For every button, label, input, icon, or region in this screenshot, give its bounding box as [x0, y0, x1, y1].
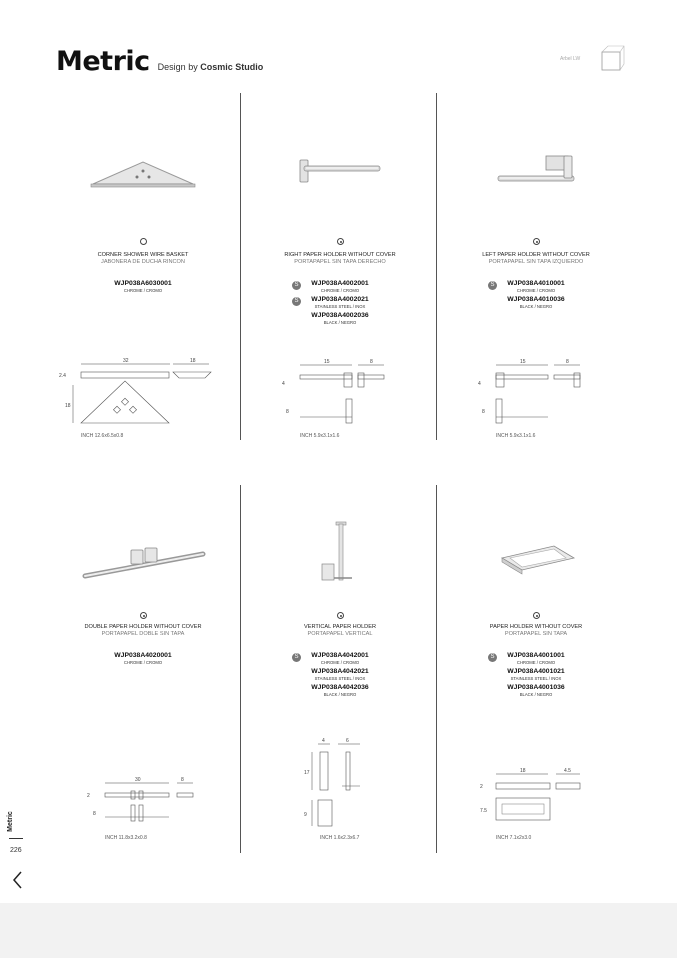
product-finish: STAINLESS STEEL / INOX — [314, 676, 366, 681]
finish-icon — [140, 238, 147, 245]
product-codes — [242, 280, 438, 328]
product-name: RIGHT PAPER HOLDER WITHOUT COVER — [284, 252, 396, 258]
finish-icon — [533, 238, 540, 245]
dim-side-label: 8 — [482, 409, 485, 415]
dim-width-label: 18 — [520, 768, 526, 774]
dimension-inch-note: INCH 5.9x3.1x1.6 — [496, 433, 536, 439]
dim-height-label: 2.4 — [59, 373, 66, 379]
product-code: WJP038A4010036 — [507, 296, 565, 303]
page-number: 226 — [10, 847, 22, 854]
product-code: WJP038A4020001 — [114, 652, 172, 659]
dimension-inch-note: INCH 1.6x2.3x6.7 — [320, 835, 360, 841]
viewer-footer-bar — [0, 903, 677, 958]
studio-name: Cosmic Studio — [200, 62, 264, 72]
product-code: WJP038A4002021 — [311, 296, 369, 303]
chevron-left-icon[interactable] — [10, 870, 26, 890]
dimension-drawing — [45, 355, 241, 445]
product-finish: BLACK / NEGRO — [323, 320, 357, 325]
dimension-drawing — [438, 766, 634, 856]
product-code-row — [438, 652, 634, 668]
product-codes — [45, 280, 241, 296]
product-code-row — [242, 280, 438, 296]
dim-depth-label: 8 — [181, 777, 184, 783]
finish-icon — [140, 612, 147, 619]
stock-badge: S — [488, 653, 497, 662]
dim-height-label: 17 — [304, 770, 310, 776]
brand-name: Metric — [56, 46, 150, 77]
dim-side-label: 7.5 — [480, 808, 487, 814]
product-image — [45, 530, 241, 610]
product-finish: CHROME / CROMO — [320, 660, 360, 665]
product-code-row — [438, 280, 634, 296]
dim-side-label: 8 — [93, 811, 96, 817]
product-code-row — [242, 312, 438, 328]
product-code-row — [242, 652, 438, 668]
product-code: WJP038A4042001 — [311, 652, 369, 659]
dim-depth-label: 6 — [346, 738, 349, 744]
product-finish: CHROME / CROMO — [123, 660, 163, 665]
side-section-text: Metric — [6, 811, 14, 832]
product-code-row — [45, 280, 241, 296]
brand-header — [56, 46, 263, 77]
product-finish: CHROME / CROMO — [320, 288, 360, 293]
dim-height-label: 4 — [282, 381, 285, 387]
product-code: WJP038A4002001 — [311, 280, 369, 287]
dimension-drawing — [242, 738, 438, 838]
product-codes — [438, 280, 634, 312]
product-code: WJP038A4001001 — [507, 652, 565, 659]
dim-depth-label: 8 — [370, 359, 373, 365]
product-name: PAPER HOLDER WITHOUT COVER — [489, 624, 583, 630]
dim-width-label: 32 — [123, 358, 129, 364]
product-finish: STAINLESS STEEL / INOX — [510, 676, 562, 681]
side-section-label — [8, 808, 22, 838]
dimension-drawing — [45, 775, 241, 865]
dim-depth-label: 8 — [566, 359, 569, 365]
finish-icon — [533, 612, 540, 619]
product-image — [242, 520, 438, 590]
product-image — [45, 140, 241, 220]
dim-height-label: 2 — [480, 784, 483, 790]
product-name-es: PORTAPAPEL DOBLE SIN TAPA — [101, 631, 185, 637]
collection-badge-text: Arbel LW — [560, 56, 581, 62]
product-codes — [45, 652, 241, 668]
dim-side-label: 8 — [286, 409, 289, 415]
product-code-row — [242, 684, 438, 700]
product-code-row — [438, 296, 634, 312]
finish-icon — [337, 612, 344, 619]
side-divider — [9, 838, 23, 839]
product-codes — [438, 652, 634, 700]
collection-badge — [560, 44, 626, 76]
product-name: DOUBLE PAPER HOLDER WITHOUT COVER — [84, 624, 202, 630]
product-code: WJP038A4010001 — [507, 280, 565, 287]
product-name-es: PORTAPAPEL SIN TAPA IZQUIERDO — [488, 259, 584, 265]
dim-depth-label: 4.5 — [564, 768, 571, 774]
finish-icon — [337, 238, 344, 245]
product-code-row — [438, 668, 634, 684]
product-code-row — [242, 296, 438, 312]
product-name: CORNER SHOWER WIRE BASKET — [97, 252, 189, 258]
product-image — [438, 530, 634, 610]
dimension-inch-note: INCH 7.1x2x3.0 — [496, 835, 532, 841]
stock-badge: S — [488, 281, 497, 290]
product-finish: BLACK / NEGRO — [323, 692, 357, 697]
stock-badge: S — [292, 297, 301, 306]
product-image — [242, 140, 438, 220]
product-code: WJP038A4001021 — [507, 668, 565, 675]
dimension-inch-note: INCH 12.6x6.5x0.8 — [81, 433, 124, 439]
dim-width-label: 30 — [135, 777, 141, 783]
design-by-label: Design by — [157, 62, 198, 72]
stock-badge: S — [292, 653, 301, 662]
product-name: LEFT PAPER HOLDER WITHOUT COVER — [482, 252, 590, 258]
product-name: VERTICAL PAPER HOLDER — [303, 624, 376, 630]
product-name-es: PORTAPAPEL SIN TAPA — [504, 631, 568, 637]
dim-height-label: 2 — [87, 793, 90, 799]
dim-height-label: 4 — [478, 381, 481, 387]
dim-depth-label: 18 — [190, 358, 196, 364]
product-code: WJP038A4042036 — [311, 684, 369, 691]
product-code-row — [242, 668, 438, 684]
product-code-row — [45, 652, 241, 668]
stock-badge: S — [292, 281, 301, 290]
dim-width-label: 15 — [520, 359, 526, 365]
dim-side-label: 18 — [65, 403, 71, 409]
dim-width-label: 4 — [322, 738, 325, 744]
product-finish: BLACK / NEGRO — [519, 304, 553, 309]
product-code: WJP038A4002036 — [311, 312, 369, 319]
dimension-inch-note: INCH 11.8x3.2x0.8 — [105, 835, 147, 841]
product-finish: CHROME / CROMO — [516, 660, 556, 665]
product-code: WJP038A4001036 — [507, 684, 565, 691]
product-code: WJP038A6030001 — [114, 280, 172, 287]
product-image — [438, 140, 634, 220]
brand-subtitle — [158, 62, 264, 72]
dimension-drawing — [242, 355, 438, 445]
product-name-es: JABONERA DE DUCHA RINCON — [101, 259, 185, 265]
cube-logo-icon — [596, 44, 626, 74]
dim-width-label: 15 — [324, 359, 330, 365]
product-code: WJP038A4042021 — [311, 668, 369, 675]
product-name-es: PORTAPAPEL SIN TAPA DERECHO — [294, 259, 386, 265]
dimension-drawing — [438, 355, 634, 445]
product-name-es: PORTAPAPEL VERTICAL — [307, 631, 373, 637]
dimension-inch-note: INCH 5.9x3.1x1.6 — [300, 433, 340, 439]
product-finish: CHROME / CROMO — [516, 288, 556, 293]
product-codes — [242, 652, 438, 700]
product-code-row — [438, 684, 634, 700]
product-finish: STAINLESS STEEL / INOX — [314, 304, 366, 309]
product-finish: BLACK / NEGRO — [519, 692, 553, 697]
product-finish: CHROME / CROMO — [123, 288, 163, 293]
dim-side-label: 9 — [304, 812, 307, 818]
